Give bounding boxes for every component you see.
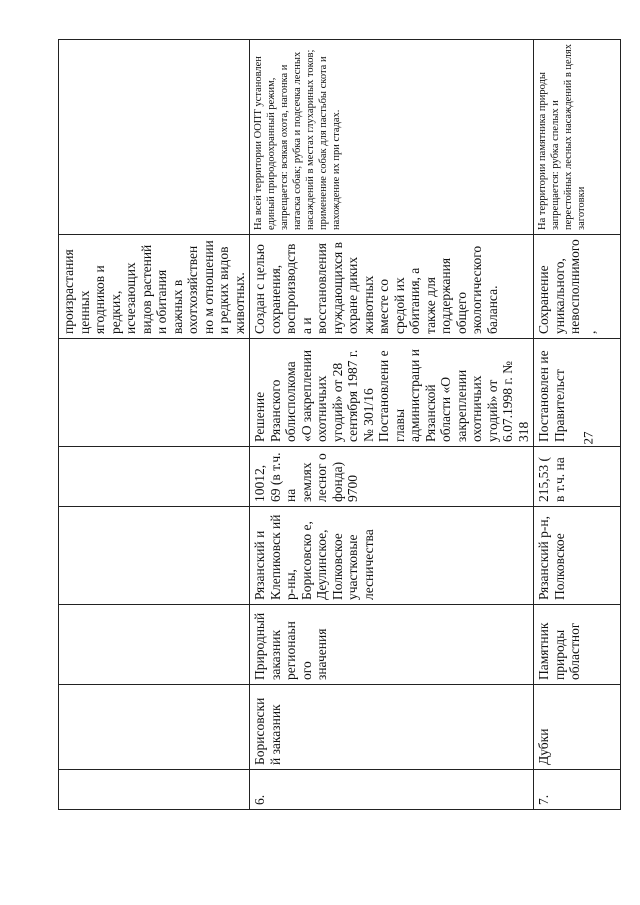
table-frame <box>58 40 598 810</box>
cell-regime: На всей территории ООПТ установлен единый природоохранный режим, запрещается: всякая охота, нагонка и натаска собак; рубка и подсечка лесных насаждений в местах глухариных токов; применение собак для пастьбы скота и нахождение их при стадах. <box>250 40 534 235</box>
cell-document <box>59 339 250 447</box>
cell-location: Рязанский и Клепиковск ий р-ны, Борисовско е, Деулинское, Полковское участковые лесничества <box>250 507 534 605</box>
table-row <box>534 40 621 810</box>
table-row <box>59 40 250 810</box>
protected-areas-table <box>58 39 621 810</box>
cell-name <box>59 685 250 770</box>
cell-location: Рязанский р-н, Полковское <box>534 507 621 605</box>
cell-category <box>59 605 250 685</box>
cell-regime <box>59 40 250 235</box>
cell-number: 7. <box>534 770 621 810</box>
cell-area: 215,53 ( в т.ч. на <box>534 447 621 507</box>
cell-regime: На территории памятника природы запрещается: рубка спелых и перестойных лесных насаждений в целях заготовки <box>534 40 621 235</box>
cell-area: 10012, 69 (в т.ч. на землях лесног о фонда) 9700 <box>250 447 534 507</box>
cell-name: Борисовски й заказник <box>250 685 534 770</box>
cell-category: Природный заказник регионаьн ого значения <box>250 605 534 685</box>
cell-purpose: Создан с целью сохранения, воспроизводства и восстановления нуждающихся в охране диких животных вместе со средой их обитания, а также для поддержания общего экологического баланса. <box>250 235 534 339</box>
page-number <box>578 428 598 448</box>
cell-number <box>59 770 250 810</box>
cell-area <box>59 447 250 507</box>
cell-purpose: Сохранение уникального, невосполнимого, <box>534 235 621 339</box>
cell-name: Дубки <box>534 685 621 770</box>
page-number-text: 27 <box>580 431 595 445</box>
cell-document: Постановлен ие Правительст <box>534 339 621 447</box>
rotated-table-container <box>58 40 598 810</box>
cell-purpose: произрастания ценных ягодников и редких, исчезающих видов растений и обитания важных в охотхозяйственно м отношении и редких видов животных. <box>59 235 250 339</box>
cell-number: 6. <box>250 770 534 810</box>
cell-document: Решение Рязанского облисполкома «О закреплении охотничьих угодий» от 28 сентября 1987 г. № 301/16 Постановлени е главы администраци и Рязанской области «О закреплении охотничьих угодий» от 6.07.1998 г. № 318 <box>250 339 534 447</box>
cell-category: Памятник природы областног <box>534 605 621 685</box>
cell-location <box>59 507 250 605</box>
table-row <box>250 40 534 810</box>
